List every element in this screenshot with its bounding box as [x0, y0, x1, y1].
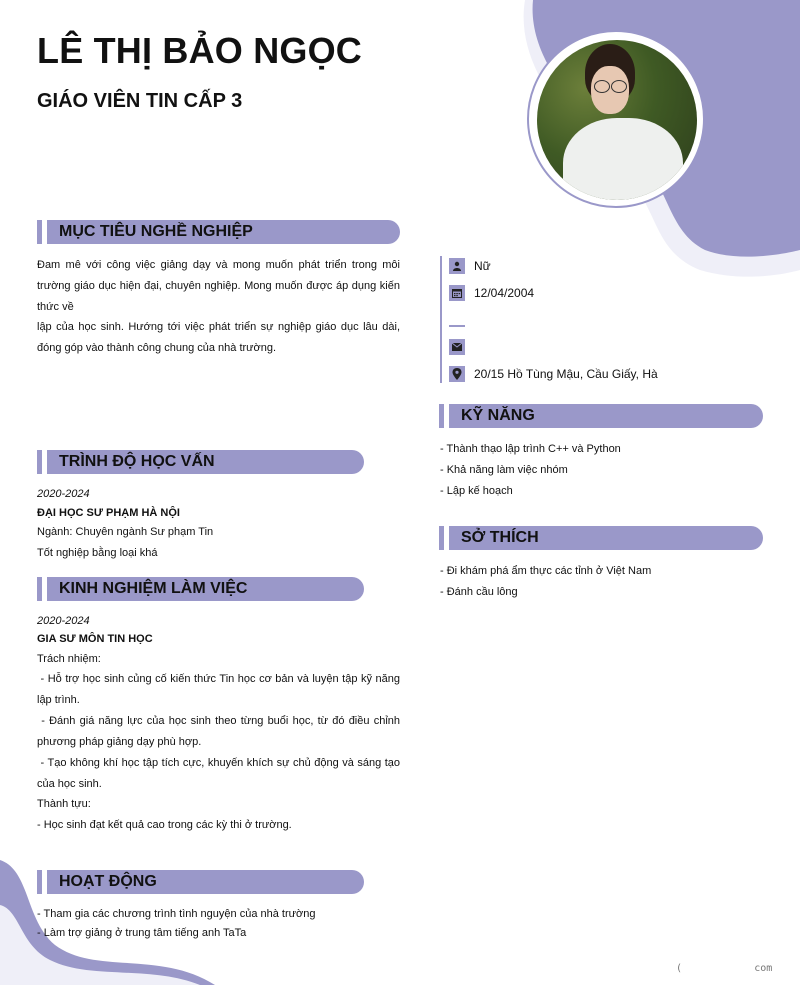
experience-role: GIA SƯ MÔN TIN HỌC	[37, 633, 153, 645]
education-heading: TRÌNH ĐỘ HỌC VẤN	[37, 450, 364, 474]
avatar	[537, 40, 697, 200]
responsibility-item: - Hỗ trợ học sinh củng cố kiến thức Tin học cơ bản và luyện tập kỹ năng lập trình.	[37, 673, 404, 706]
mail-icon	[449, 339, 465, 355]
education-school: ĐẠI HỌC SƯ PHẠM HÀ NỘI	[37, 507, 180, 519]
address-text: 20/15 Hồ Tùng Mậu, Cầu Giấy, Hà	[474, 367, 658, 381]
objective-heading: MỤC TIÊU NGHỀ NGHIỆP	[37, 220, 400, 244]
experience-period: 2020-2024	[37, 615, 90, 627]
objective-text-1: Đam mê với công việc giảng dạy và mong muốn phát triển trong môi trường giáo dục hiện đại, chuyên nghiệp. Mong muốn được áp dụng kiến thức về	[37, 259, 400, 313]
hobby-item: - Đánh cầu lông	[440, 586, 518, 598]
activity-item: - Làm trợ giảng ở trung tâm tiếng anh TaTa	[37, 927, 247, 939]
responsibility-item: - Đánh giá năng lực của học sinh theo từng buổi học, từ đó điều chỉnh phương pháp giảng dạy phù hợp.	[37, 715, 404, 748]
objective-text-2: lập của học sinh. Hướng tới việc phát triển sự nghiệp giáo dục lâu dài, đóng góp vào thành công chung của nhà trường.	[37, 321, 400, 354]
birthday-text: 12/04/2004	[474, 286, 535, 300]
location-icon	[449, 366, 465, 382]
responsibility-label: Trách nhiệm:	[37, 653, 101, 665]
experience-heading: KINH NGHIỆM LÀM VIỆC	[37, 577, 364, 601]
email-row	[449, 338, 474, 356]
education-period: 2020-2024	[37, 488, 90, 500]
watermark: ( com	[676, 963, 773, 974]
activity-item: - Tham gia các chương trình tình nguyện của nhà trường	[37, 908, 316, 920]
education-grade: Tốt nghiệp bằng loại khá	[37, 547, 158, 559]
achievement-item: - Học sinh đạt kết quả cao trong các kỳ thi ở trường.	[37, 819, 292, 831]
contact-divider	[440, 256, 442, 383]
skills-heading: KỸ NĂNG	[439, 404, 763, 428]
skill-item: - Lập kế hoạch	[440, 485, 513, 497]
phone-placeholder	[449, 325, 465, 327]
candidate-name: LÊ THỊ BẢO NGỌC	[37, 30, 362, 71]
achievement-label: Thành tựu:	[37, 798, 91, 810]
education-major: Ngành: Chuyên ngành Sư phạm Tin	[37, 526, 214, 538]
birthday-row	[449, 284, 534, 302]
skill-item: - Khả năng làm việc nhóm	[440, 464, 568, 476]
gender-text: Nữ	[474, 259, 491, 273]
job-title: GIÁO VIÊN TIN CẤP 3	[37, 90, 243, 112]
responsibility-item: - Tạo không khí học tập tích cực, khuyến khích sự chủ động và sáng tạo của học sinh.	[37, 757, 404, 790]
hobby-item: - Đi khám phá ẩm thực các tỉnh ở Việt Nam	[440, 565, 652, 577]
address-row	[449, 365, 658, 383]
gender-row	[449, 257, 491, 275]
hobbies-heading: SỞ THÍCH	[439, 526, 763, 550]
skill-item: - Thành thạo lập trình C++ và Python	[440, 443, 621, 455]
activities-heading: HOẠT ĐỘNG	[37, 870, 364, 894]
person-icon	[449, 258, 465, 274]
calendar-icon	[449, 285, 465, 301]
